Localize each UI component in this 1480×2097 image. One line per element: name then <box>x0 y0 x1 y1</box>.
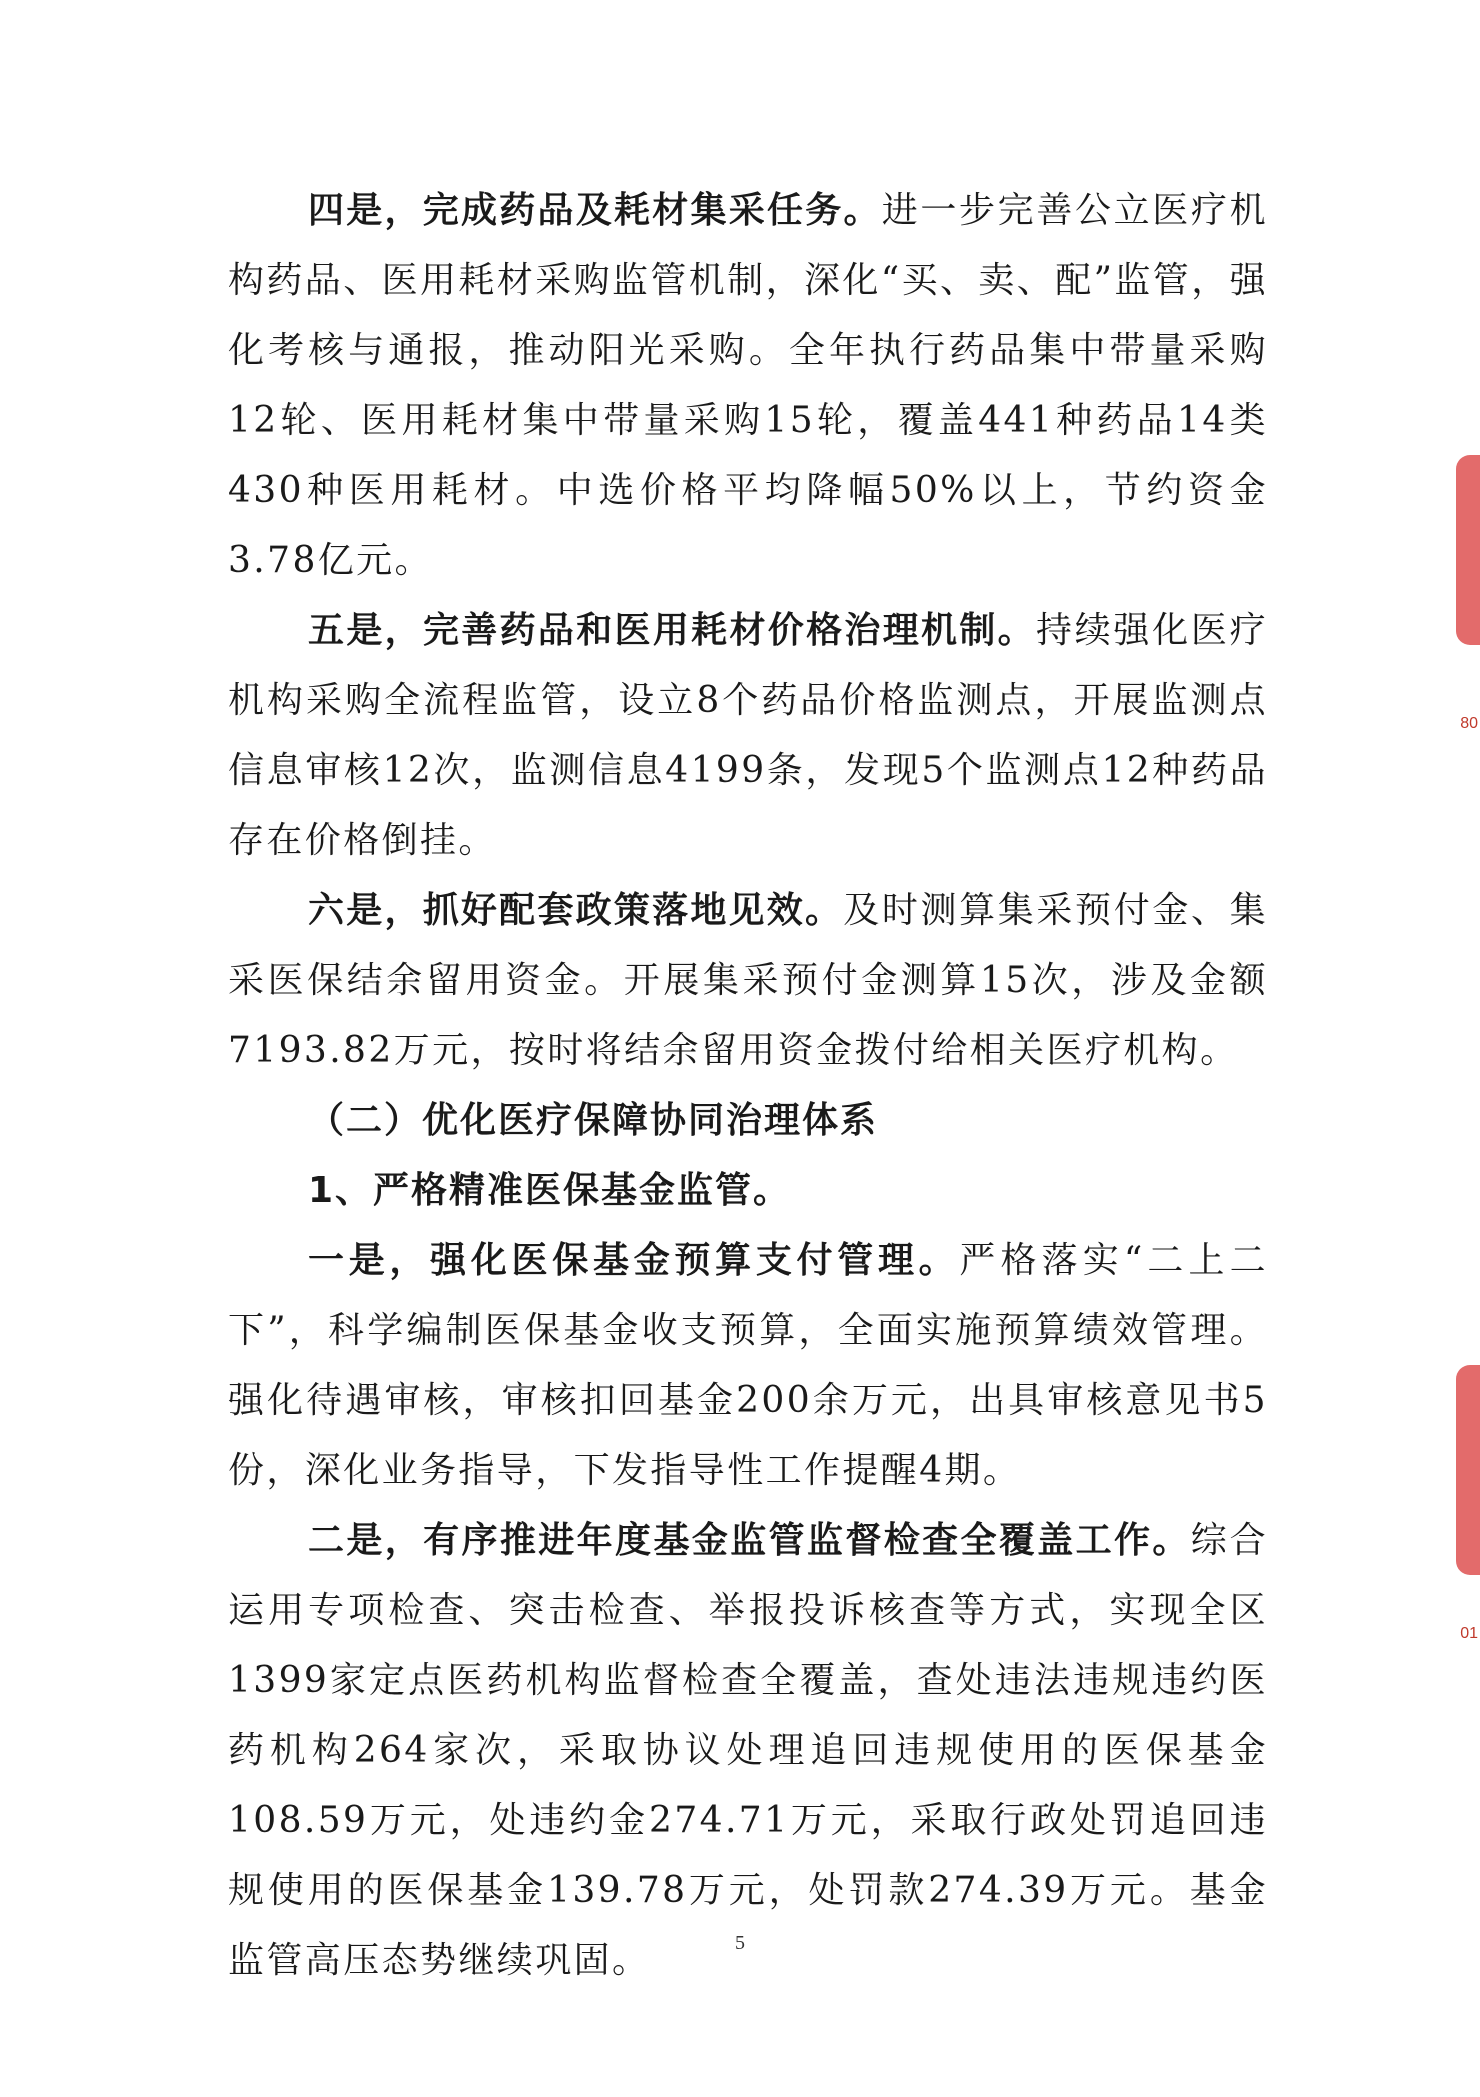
seal-fragment-top <box>1456 455 1480 645</box>
paragraph-budget-management <box>228 1226 1268 1506</box>
seal-mark-top: 80 <box>1460 715 1478 732</box>
seal-mark-bottom: 01 <box>1460 1625 1478 1642</box>
paragraph-policy-implementation <box>228 876 1268 1086</box>
paragraph-body: 综合运用专项检查、突击检查、举报投诉核查等方式，实现全区1399家定点医药机构监督检查全覆盖，查处违法违规违约医药机构264家次，采取协议处理追回违规使用的医保基金108.59万元，处违约金274.71万元，采取行政处罚追回违规使用的医保基金139.78万元，处罚款274.39万元。基金监管高压态势继续巩固。 <box>228 1520 1268 1981</box>
page-number: 5 <box>735 1932 745 1954</box>
section-heading: （二）优化医疗保障协同治理体系 <box>308 1100 879 1141</box>
paragraph-body: 进一步完善公立医疗机构药品、医用耗材采购监管机制，深化“买、卖、配”监管，强化考核与通报，推动阳光采购。全年执行药品集中带量采购12轮、医用耗材集中带量采购15轮，覆盖441种药品14类430种医用耗材。中选价格平均降幅50%以上，节约资金3.78亿元。 <box>228 190 1269 581</box>
paragraph-body: 及时测算集采预付金、集采医保结余留用资金。开展集采预付金测算15次，涉及金额7193.82万元，按时将结余留用资金拨付给相关医疗机构。 <box>228 890 1268 1071</box>
paragraph-lead: 四是，完成药品及耗材集采任务。 <box>308 190 882 231</box>
paragraph-body: 持续强化医疗机构采购全流程监管，设立8个药品价格监测点，开展监测点信息审核12次，监测信息4199条，发现5个监测点12种药品存在价格倒挂。 <box>228 610 1268 861</box>
sub-heading: 1、严格精准医保基金监管。 <box>308 1170 792 1211</box>
paragraph-lead: 五是，完善药品和医用耗材价格治理机制。 <box>308 610 1036 651</box>
paragraph-lead: 二是，有序推进年度基金监管监督检查全覆盖工作。 <box>308 1520 1191 1561</box>
paragraph-price-governance <box>228 596 1268 876</box>
seal-fragment-bottom <box>1456 1365 1480 1575</box>
paragraph-lead: 一是，强化医保基金预算支付管理。 <box>308 1240 960 1281</box>
paragraph-lead: 六是，抓好配套政策落地见效。 <box>308 890 844 931</box>
paragraph-body: 严格落实“二上二下”，科学编制医保基金收支预算，全面实施预算绩效管理。强化待遇审核，审核扣回基金200余万元，出具审核意见书5份，深化业务指导，下发指导性工作提醒4期。 <box>228 1240 1268 1491</box>
document-body <box>228 176 1268 1996</box>
paragraph-drug-procurement <box>228 176 1268 596</box>
paragraph-fund-supervision <box>228 1506 1268 1996</box>
